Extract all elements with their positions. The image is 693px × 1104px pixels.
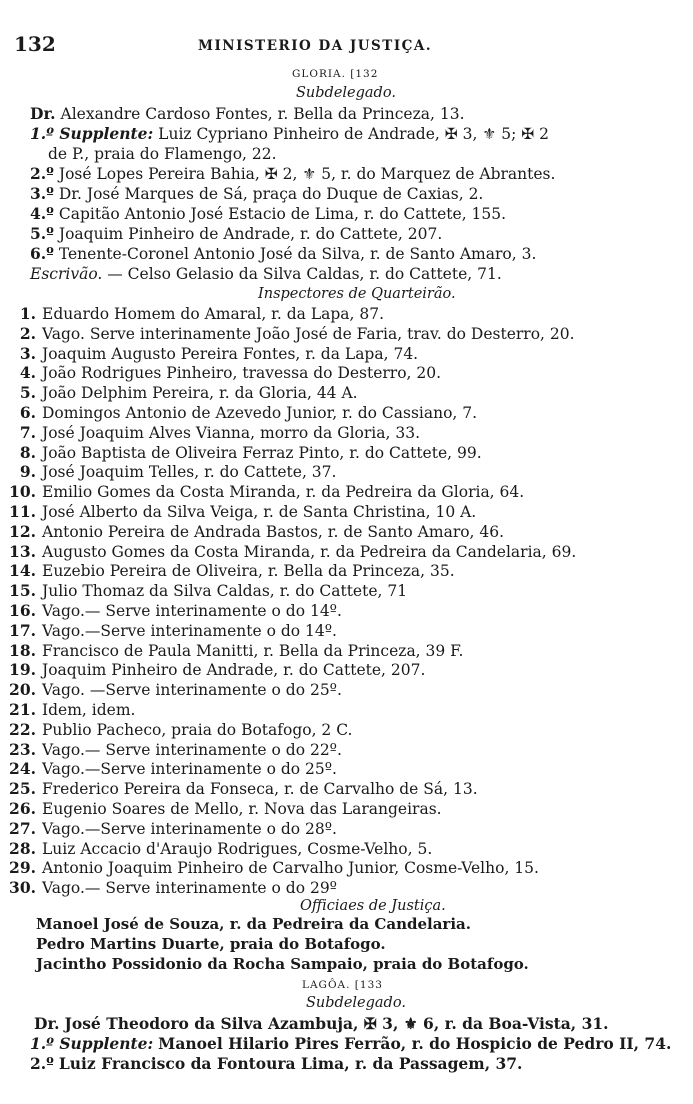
inspector-text: José Alberto da Silva Veiga, r. de Santa Christina, 10 A. [42, 503, 477, 521]
inspector-entry [0, 601, 342, 621]
subdelegado-entry [30, 1054, 522, 1074]
inspector-entry [0, 660, 425, 680]
inspectores-title: Inspectores de Quarteirão. [258, 286, 456, 302]
inspector-entry [0, 720, 352, 740]
inspector-number: 24. [9, 759, 36, 779]
entry-text: — Celso Gelasio da Silva Caldas, r. do Cattete, 71. [107, 265, 502, 283]
inspector-text: Idem, idem. [42, 701, 136, 719]
entry-text: Alexandre Cardoso Fontes, r. Bella da Princeza, 13. [60, 105, 465, 123]
escrivao-entry [30, 264, 502, 284]
inspector-number: 8. [19, 442, 36, 462]
inspector-entry [0, 759, 337, 779]
inspector-number: 29. [9, 858, 36, 878]
inspector-text: Emilio Gomes da Costa Miranda, r. da Pedreira da Gloria, 64. [42, 483, 525, 502]
inspector-entry [0, 383, 358, 403]
inspector-entry [0, 878, 337, 898]
inspector-text: José Joaquim Telles, r. do Cattete, 37. [42, 463, 337, 482]
inspector-number: 18. [9, 640, 36, 660]
inspector-number: 21. [9, 700, 36, 719]
subdelegado-title-lagoa: Subdelegado. [306, 995, 406, 1011]
entry-lead: 5.º [30, 224, 54, 243]
entry-text: de P., praia do Flamengo, 22. [48, 145, 277, 163]
inspector-text: José Joaquim Alves Vianna, morro da Gloria, 33. [42, 423, 420, 442]
inspector-number: 9. [19, 462, 36, 482]
inspector-number: 23. [9, 739, 36, 759]
inspector-text: Joaquim Pinheiro de Andrade, r. do Cattete, 207. [42, 661, 426, 680]
entry-lead: 4.º [30, 204, 54, 223]
inspector-number: 13. [9, 541, 36, 561]
inspector-entry [0, 502, 476, 522]
inspector-number: 6. [19, 403, 36, 422]
inspector-number: 10. [9, 482, 36, 502]
inspector-entry [0, 621, 337, 641]
inspector-entry [0, 700, 135, 720]
inspector-entry [0, 858, 539, 878]
official-entry: Jacintho Possidonio da Rocha Sampaio, praia do Botafogo. [36, 955, 529, 973]
inspector-text: Antonio Pereira de Andrada Bastos, r. de Santo Amaro, 46. [42, 522, 505, 541]
subdelegado-entry [30, 224, 442, 244]
inspector-text: Vago.— Serve interinamente o do 14º. [42, 602, 342, 620]
inspector-entry [0, 740, 342, 760]
subdelegado-entry [30, 204, 506, 224]
inspector-text: Vago. Serve interinamente João José de Faria, trav. do Desterro, 20. [42, 324, 575, 343]
subdelegado-entry [30, 124, 549, 144]
inspector-text: Vago. —Serve interinamente o do 25º. [42, 681, 342, 700]
inspector-text: Eugenio Soares de Mello, r. Nova das Larangeiras. [42, 800, 442, 818]
inspector-entry [0, 680, 342, 700]
inspector-number: 14. [9, 561, 36, 581]
inspector-entry [0, 542, 576, 562]
inspector-number: 4. [19, 363, 36, 383]
inspector-number: 27. [9, 818, 36, 838]
entry-lead: 2.º [30, 164, 54, 183]
entry-lead: 6.º [30, 244, 54, 263]
entry-text: Dr. José Marques de Sá, praça do Duque de Caxias, 2. [58, 185, 484, 203]
entry-text: Luiz Cypriano Pinheiro de Andrade, ✠ 3, ⚜ 5; ✠ 2 [158, 125, 549, 143]
inspector-number: 15. [9, 581, 36, 601]
inspector-number: 22. [9, 719, 36, 739]
entry-text: Joaquim Pinheiro de Andrade, r. do Cattete, 207. [58, 225, 443, 243]
official-entry: Manoel José de Souza, r. da Pedreira da Candelaria. [36, 915, 471, 933]
inspector-number: 12. [9, 521, 36, 541]
inspector-text: Domingos Antonio de Azevedo Junior, r. do Cassiano, 7. [42, 404, 478, 422]
inspector-text: João Delphim Pereira, r. da Gloria, 44 A. [42, 384, 358, 403]
inspector-entry [0, 324, 575, 344]
entry-lead: 1.º Supplente: [30, 1034, 154, 1053]
inspector-text: Vago.—Serve interinamente o do 28º. [42, 819, 337, 838]
inspector-entry [0, 522, 504, 542]
section-heading-gloria: GLORIA. [132 [292, 68, 379, 80]
inspector-number: 3. [19, 343, 36, 363]
inspector-number: 25. [9, 779, 36, 799]
subdelegado-entry [30, 1034, 671, 1054]
entry-text: José Theodoro da Silva Azambuja, ✠ 3, ⚜ 6, r. da Boa-Vista, 31. [64, 1014, 609, 1033]
inspector-number: 17. [9, 620, 36, 640]
entry-text: Manoel Hilario Pires Ferrão, r. do Hospicio de Pedro II, 74. [158, 1034, 672, 1053]
inspector-entry [0, 403, 477, 423]
inspector-text: João Rodrigues Pinheiro, travessa do Desterro, 20. [42, 364, 442, 383]
inspector-number: 28. [9, 838, 36, 858]
entry-text: Luiz Francisco da Fontoura Lima, r. da Passagem, 37. [58, 1054, 523, 1073]
entry-lead: Dr. [34, 1014, 60, 1033]
inspector-entry [0, 443, 482, 463]
entry-lead: Dr. [30, 104, 56, 123]
inspector-text: Vago.—Serve interinamente o do 14º. [42, 621, 337, 640]
subdelegado-entry [30, 164, 555, 184]
entry-lead: 1.º Supplente: [30, 124, 154, 143]
inspector-text: Joaquim Augusto Pereira Fontes, r. da Lapa, 74. [42, 344, 419, 363]
official-entry: Pedro Martins Duarte, praia do Botafogo. [36, 935, 386, 953]
inspector-text: Francisco de Paula Manitti, r. Bella da Princeza, 39 F. [42, 641, 464, 660]
inspector-number: 26. [9, 799, 36, 818]
inspector-number: 1. [19, 304, 36, 323]
inspector-text: Frederico Pereira da Fonseca, r. de Carvalho de Sá, 13. [42, 780, 478, 799]
inspector-entry [0, 839, 432, 859]
inspector-text: Antonio Joaquim Pinheiro de Carvalho Junior, Cosme-Velho, 15. [42, 859, 539, 878]
inspector-number: 7. [19, 422, 36, 442]
subdelegado-entry-continuation [48, 144, 277, 164]
subdelegado-entry [30, 184, 483, 204]
inspector-text: Julio Thomaz da Silva Caldas, r. do Cattete, 71 [42, 582, 408, 601]
inspector-text: Augusto Gomes da Costa Miranda, r. da Pedreira da Candelaria, 69. [42, 542, 577, 561]
subdelegado-entry [30, 104, 465, 124]
inspector-number: 20. [9, 680, 36, 700]
inspector-entry [0, 363, 441, 383]
inspector-number: 16. [9, 601, 36, 620]
subdelegado-entry [34, 1014, 609, 1034]
subdelegado-title-gloria: Subdelegado. [296, 85, 396, 101]
running-title: MINISTERIO DA JUSTIÇA. [198, 38, 433, 54]
inspector-number: 30. [9, 878, 36, 898]
entry-text: Capitão Antonio José Estacio de Lima, r. do Cattete, 155. [58, 205, 507, 223]
inspector-entry [0, 423, 420, 443]
inspector-text: Vago.— Serve interinamente o do 29º [42, 879, 337, 898]
subdelegado-entry [30, 244, 536, 264]
entry-lead: Escrivão. [30, 265, 103, 283]
inspector-text: Eduardo Homem do Amaral, r. da Lapa, 87. [42, 305, 385, 323]
inspector-number: 2. [19, 323, 36, 343]
inspector-text: Euzebio Pereira de Oliveira, r. Bella da Princeza, 35. [42, 562, 455, 581]
inspector-entry [0, 561, 455, 581]
inspector-number: 5. [19, 383, 36, 403]
entry-text: José Lopes Pereira Bahia, ✠ 2, ⚜ 5, r. do Marquez de Abrantes. [58, 165, 556, 183]
entry-lead: 3.º [30, 184, 54, 203]
section-heading-lagoa: LAGÔA. [133 [302, 979, 383, 991]
inspector-text: Vago.— Serve interinamente o do 22º. [42, 740, 342, 759]
page-number: 132 [14, 32, 56, 56]
inspector-text: João Baptista de Oliveira Ferraz Pinto, r. do Cattete, 99. [42, 443, 482, 462]
inspector-text: Publio Pacheco, praia do Botafogo, 2 C. [42, 720, 353, 739]
inspector-entry [0, 304, 384, 324]
inspector-entry [0, 462, 336, 482]
inspector-entry [0, 819, 337, 839]
entry-text: Tenente-Coronel Antonio José da Silva, r. de Santo Amaro, 3. [58, 245, 537, 263]
inspector-text: Vago.—Serve interinamente o do 25º. [42, 760, 337, 779]
inspector-number: 11. [9, 502, 36, 521]
inspector-entry [0, 482, 524, 502]
inspector-entry [0, 779, 478, 799]
inspector-entry [0, 344, 418, 364]
inspector-text: Luiz Accacio d'Araujo Rodrigues, Cosme-Velho, 5. [42, 839, 433, 858]
entry-lead: 2.º [30, 1054, 54, 1073]
inspector-entry [0, 641, 463, 661]
officiaes-title: Officiaes de Justiça. [300, 898, 446, 914]
inspector-entry [0, 581, 407, 601]
inspector-entry [0, 799, 442, 819]
inspector-number: 19. [9, 660, 36, 680]
